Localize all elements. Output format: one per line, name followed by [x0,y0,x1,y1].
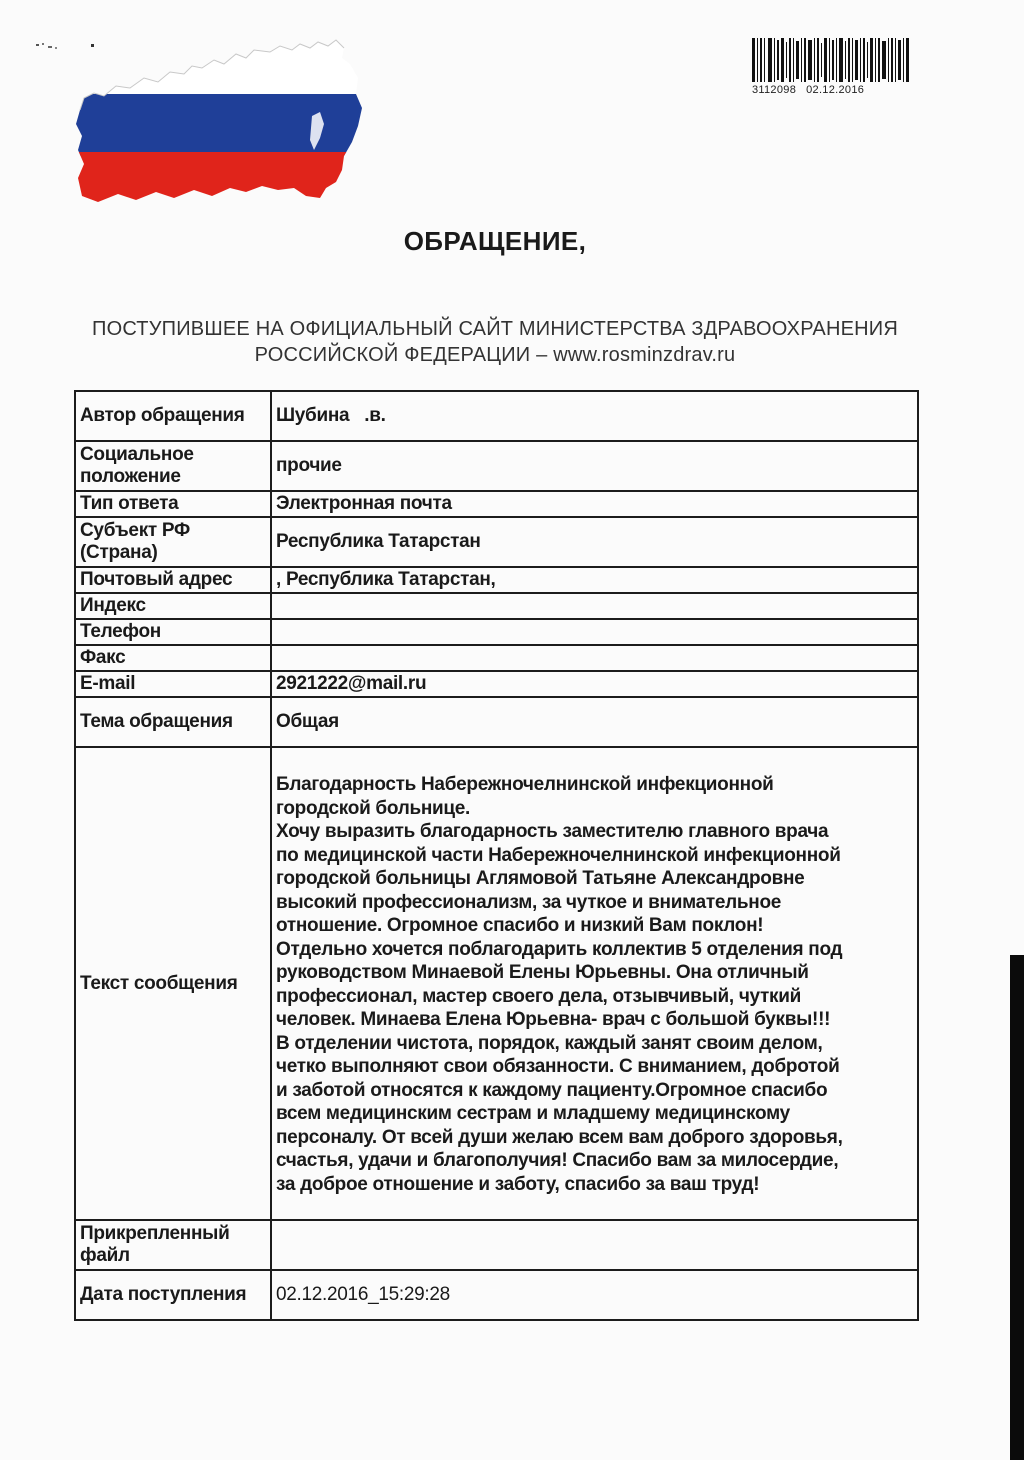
subject-label: Субъект РФ (Страна) [75,517,271,567]
email-label: E-mail [75,671,271,697]
address-value: , Республика Татарстан, [271,567,918,593]
row-attachment [75,1220,918,1270]
row-message [75,747,918,1220]
message-line: городской больнице. [276,797,471,819]
phone-value [271,619,918,645]
message-line: персоналу. От всей души желаю всем вам доброго здоровья, [276,1126,843,1148]
fax-value [271,645,918,671]
russia-flag-map-icon [74,38,366,210]
barcode-number: 3112098 [752,84,797,96]
subject-value: Республика Татарстан [271,517,918,567]
message-line: за доброе отношение и заботу, спасибо за ваш труд! [276,1173,760,1195]
message-line: всем медицинским сестрам и младшему медицинскому [276,1103,790,1124]
message-value [271,747,918,1220]
index-label: Индекс [75,593,271,619]
appeal-form-table [74,390,919,1321]
email-value: 2921222@mail.ru [271,671,918,697]
reply-type-label: Тип ответа [75,491,271,517]
subtitle-line-1: ПОСТУПИВШЕЕ НА ОФИЦИАЛЬНЫЙ САЙТ МИНИСТЕРСТВА ЗДРАВООХРАНЕНИЯ [92,318,898,340]
reply-type-value: Электронная почта [271,491,918,517]
row-phone [75,619,918,645]
row-index [75,593,918,619]
row-subject [75,517,918,567]
row-author [75,391,918,441]
message-line: отношение. Огромное спасибо и низкий Вам поклон! [276,915,764,936]
row-topic [75,697,918,747]
attachment-value [271,1220,918,1270]
message-line: В отделении чистота, порядок, каждый занят своим делом, [276,1032,823,1054]
date-label: Дата поступления [75,1270,271,1320]
phone-label: Телефон [75,619,271,645]
author-label: Автор обращения [75,391,271,441]
barcode-date: 02.12.2016 [806,84,865,96]
message-line: счастья, удачи и благополучия! Спасибо вам за милосердие, [276,1150,839,1171]
message-line: городской больницы Аглямовой Татьяне Александровне [276,868,805,889]
document-subtitle [60,316,930,368]
row-reply-type [75,491,918,517]
message-line: высокий профессионализм, за чуткое и внимательное [276,891,782,913]
fax-label: Факс [75,645,271,671]
address-label: Почтовый адрес [75,567,271,593]
index-value [271,593,918,619]
message-line: по медицинской части Набережночелнинской инфекционной [276,844,841,866]
message-line: руководством Минаевой Елены Юрьевны. Она отличный [276,962,809,983]
message-text [276,749,913,1218]
row-date [75,1270,918,1320]
topic-label: Тема обращения [75,697,271,747]
date-value: 02.12.2016_15:29:28 [271,1270,918,1320]
topic-value: Общая [271,697,918,747]
message-line: четко выполняют свои обязанности. С вниманием, добротой [276,1056,840,1077]
author-value: Шубина .в. [271,391,918,441]
social-label: Социальное положение [75,441,271,491]
social-value: прочие [271,441,918,491]
barcode [752,38,912,96]
message-label: Текст сообщения [75,747,271,1220]
row-social [75,441,918,491]
barcode-caption [752,84,912,96]
row-email [75,671,918,697]
message-line: профессионал, мастер своего дела, отзывчивый, чуткий [276,985,802,1007]
row-address [75,567,918,593]
barcode-icon [752,38,910,82]
document-title: ОБРАЩЕНИЕ, [403,226,587,256]
scan-edge [1010,955,1024,1460]
message-line: и заботой относятся к каждому пациенту.Огромное спасибо [276,1079,828,1101]
subtitle-line-2: РОССИЙСКОЙ ФЕДЕРАЦИИ – www.rosminzdrav.ru [254,344,736,366]
message-line: Хочу выразить благодарность заместителю главного врача [276,821,829,842]
row-fax [75,645,918,671]
attachment-label: Прикрепленный файл [75,1220,271,1270]
message-line: Благодарность Набережночелнинской инфекционной [276,774,774,795]
message-line: человек. Минаева Елена Юрьевна- врач с большой буквы!!! [276,1009,831,1030]
message-line: Отдельно хочется поблагодарить коллектив 5 отделения под [276,938,843,960]
